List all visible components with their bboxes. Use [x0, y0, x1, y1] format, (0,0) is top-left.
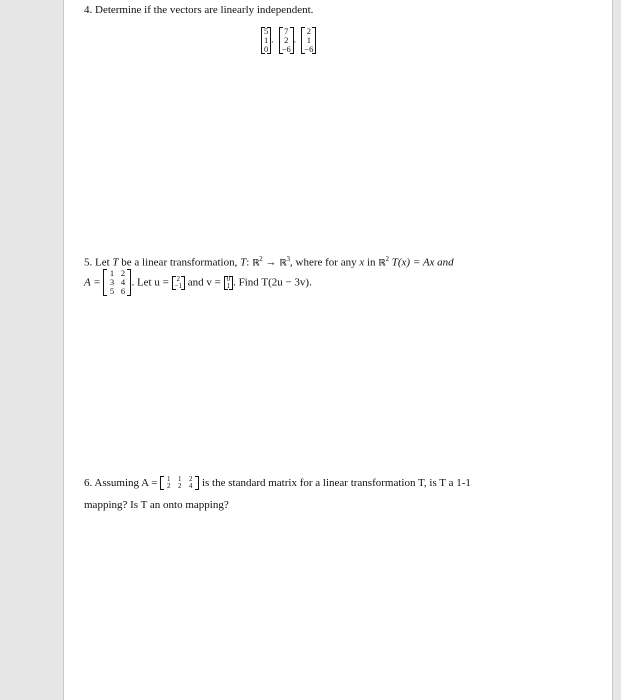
- matrix-entry: 2: [188, 475, 193, 483]
- vector-1-entry: 1: [264, 35, 269, 45]
- matrix-A: [103, 269, 131, 296]
- question-5-line-2: [84, 269, 312, 296]
- vector-2-entry: 2: [284, 35, 289, 45]
- q5-text: . Find T(2u − 3v).: [233, 276, 312, 289]
- vector-separator: .: [293, 34, 297, 45]
- vector-u: [172, 276, 185, 290]
- q6-text: is the standard matrix for a linear transformation T, is T a 1-1: [199, 477, 471, 489]
- matrix-A-label: A =: [84, 276, 104, 289]
- real-numbers-symbol: ℝ: [279, 258, 287, 269]
- vector-3-entry: 1: [306, 35, 311, 45]
- vector-v-entry: 1: [226, 281, 231, 290]
- exponent: 2: [259, 255, 263, 263]
- vector-v-entry: 0: [226, 274, 231, 283]
- q5-text: , where for any: [290, 256, 360, 269]
- vector-u-entry: −1: [174, 281, 183, 290]
- matrix-A-q6: [160, 476, 199, 490]
- question-6-line-1: [84, 476, 471, 490]
- matrix-A-entry: 2: [120, 268, 126, 278]
- vector-2-entry: −6: [281, 44, 291, 54]
- matrix-entry: 2: [166, 482, 171, 490]
- q5-text: in: [364, 256, 379, 269]
- matrix-entry: 2: [177, 482, 182, 490]
- matrix-A-entry: 6: [120, 286, 126, 296]
- vector-3-entry: 2: [306, 26, 311, 36]
- exponent: 2: [385, 255, 390, 263]
- document-page: [63, 0, 613, 700]
- arrow-symbol: →: [262, 256, 280, 269]
- question-5-line-1: [84, 255, 454, 269]
- matrix-A-entry: 4: [120, 277, 126, 287]
- real-numbers-symbol: ℝ: [378, 258, 386, 269]
- matrix-A-entry: 1: [109, 268, 115, 278]
- q5-text: T(x) = Ax and: [389, 256, 454, 269]
- vector-v: [224, 276, 234, 290]
- matrix-entry: 1: [166, 475, 171, 483]
- q5-text: and v =: [185, 276, 224, 289]
- q5-symbol-T: T: [112, 256, 119, 269]
- vector-2: [279, 26, 297, 54]
- matrix-A-entry: 3: [109, 277, 115, 287]
- vector-1-entry: 0: [264, 44, 269, 54]
- question-4-label: 4. Determine if the vectors are linearly independent.: [84, 4, 314, 16]
- matrix-entry: 4: [188, 482, 193, 490]
- matrix-entry: 1: [177, 475, 182, 483]
- q5-symbol-x: x: [359, 256, 365, 269]
- q5-text: :: [246, 256, 253, 269]
- exponent: 3: [286, 255, 290, 263]
- question-4-vectors: [261, 27, 316, 54]
- vector-1: [261, 26, 274, 54]
- vector-1-entry: 5: [264, 26, 269, 36]
- q6-text: 6. Assuming A =: [84, 477, 161, 489]
- vector-separator: .: [271, 34, 274, 45]
- q5-text: be a linear transformation,: [118, 256, 241, 269]
- question-6-line-2: mapping? Is T an onto mapping?: [84, 499, 229, 511]
- q5-text: 5. Let: [84, 256, 113, 269]
- matrix-A-entry: 5: [109, 286, 115, 296]
- vector-2-entry: 7: [284, 26, 289, 36]
- vector-3: [301, 27, 316, 54]
- vector-u-entry: 2: [176, 274, 181, 283]
- q5-symbol-T: T: [240, 256, 247, 269]
- q5-text: . Let u =: [131, 276, 172, 289]
- vector-3-entry: −6: [304, 44, 314, 54]
- real-numbers-symbol: ℝ: [252, 258, 260, 269]
